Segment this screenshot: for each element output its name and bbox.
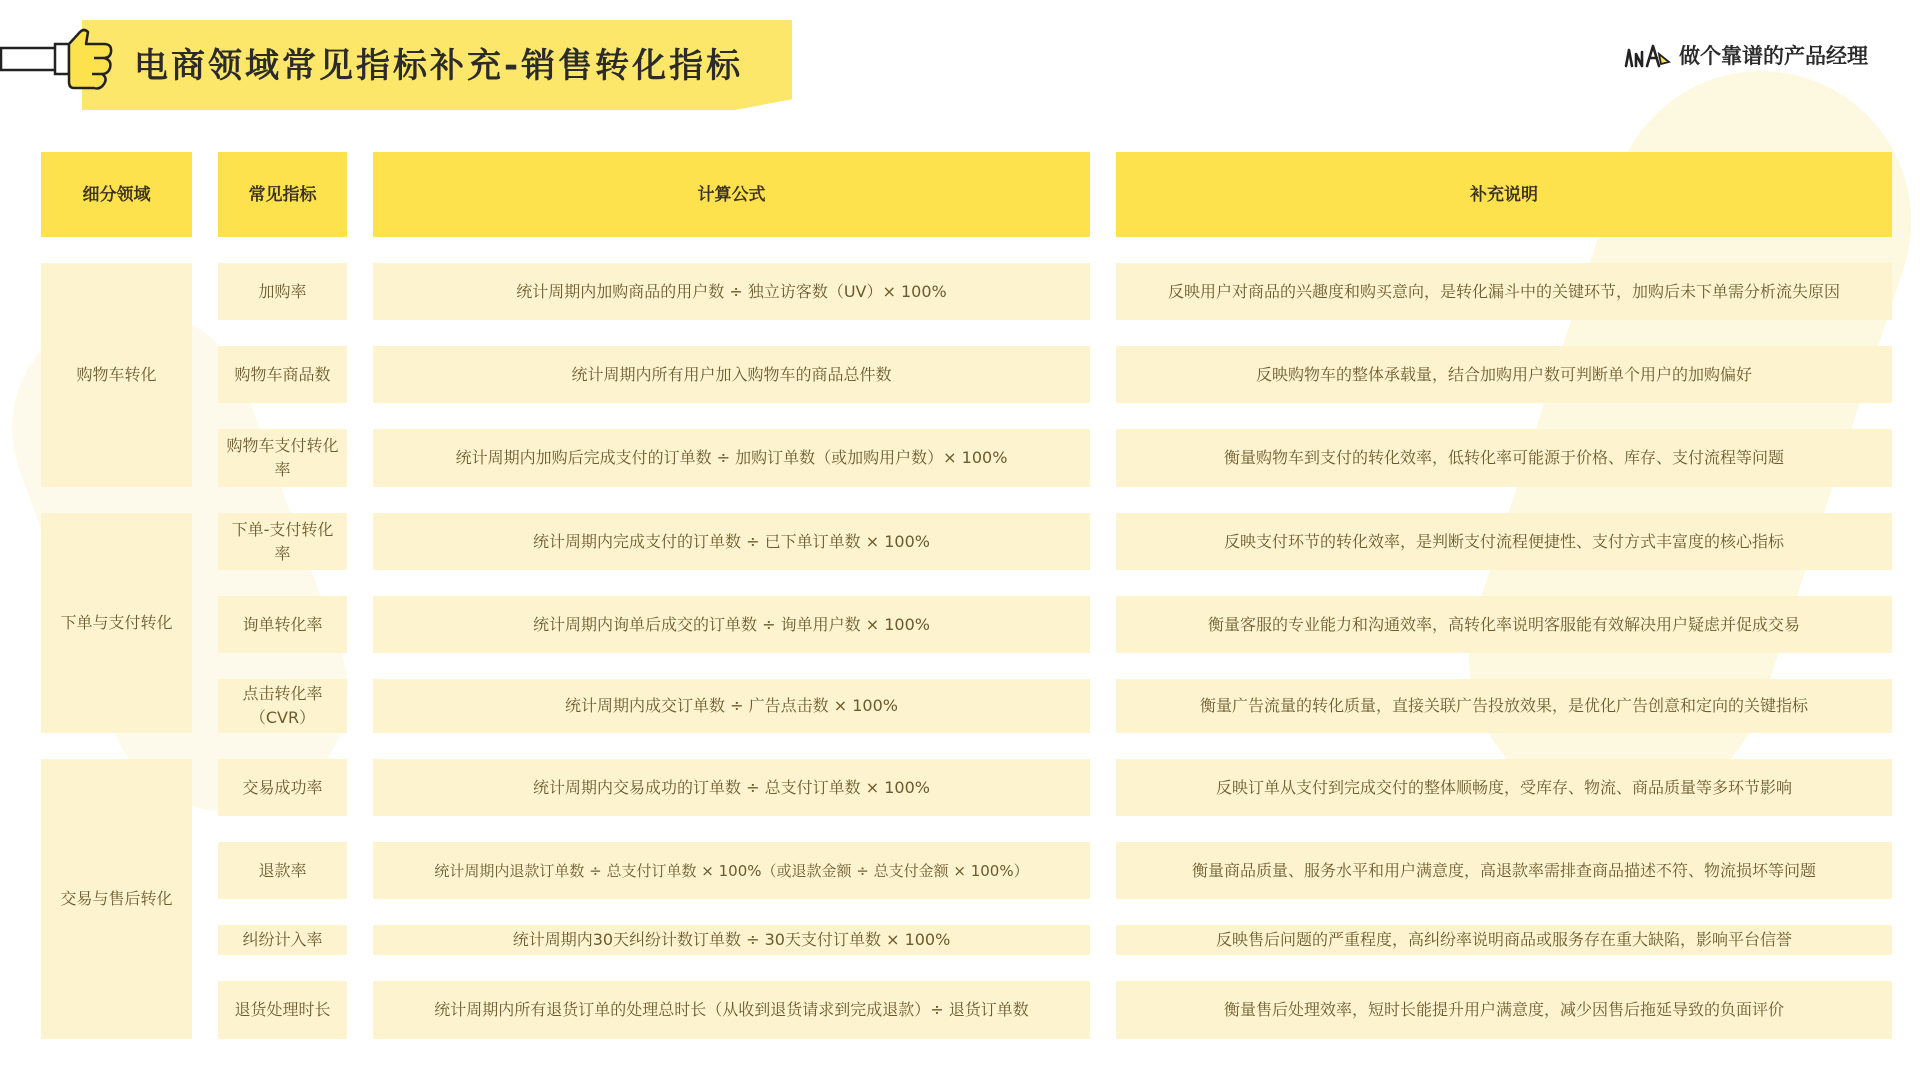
metric-cell: 下单-支付转化率: [218, 513, 347, 570]
formula-cell: 统计周期内退款订单数 ÷ 总支付订单数 × 100%（或退款金额 ÷ 总支付金额 × 100%）: [373, 842, 1090, 899]
formula-cell: 统计周期内加购商品的用户数 ÷ 独立访客数（UV）× 100%: [373, 263, 1090, 320]
note-cell: 衡量广告流量的转化质量，直接关联广告投放效果，是优化广告创意和定向的关键指标: [1116, 679, 1892, 733]
brand-logo-icon: [1623, 40, 1671, 70]
formula-cell: 统计周期内交易成功的订单数 ÷ 总支付订单数 × 100%: [373, 759, 1090, 816]
note-cell: 衡量售后处理效率，短时长能提升用户满意度，减少因售后拖延导致的负面评价: [1116, 981, 1892, 1039]
metric-cell: 退款率: [218, 842, 347, 899]
brand: [1623, 40, 1868, 70]
column-header-formula: 计算公式: [373, 152, 1090, 237]
metric-cell: 购物车商品数: [218, 346, 347, 403]
metric-cell: 购物车支付转化率: [218, 429, 347, 487]
group-cell: 购物车转化: [41, 263, 192, 487]
formula-cell: 统计周期内加购后完成支付的订单数 ÷ 加购订单数（或加购用户数）× 100%: [373, 429, 1090, 487]
note-cell: 反映支付环节的转化效率，是判断支付流程便捷性、支付方式丰富度的核心指标: [1116, 513, 1892, 570]
note-cell: 反映用户对商品的兴趣度和购买意向，是转化漏斗中的关键环节，加购后未下单需分析流失原因: [1116, 263, 1892, 320]
formula-cell: 统计周期内30天纠纷计数订单数 ÷ 30天支付订单数 × 100%: [373, 925, 1090, 955]
metric-cell: 交易成功率: [218, 759, 347, 816]
metric-cell: 加购率: [218, 263, 347, 320]
metric-cell: 纠纷计入率: [218, 925, 347, 955]
page-title: 电商领域常见指标补充-销售转化指标: [134, 46, 744, 86]
column-header-note: 补充说明: [1116, 152, 1892, 237]
note-cell: 反映售后问题的严重程度，高纠纷率说明商品或服务存在重大缺陷，影响平台信誉: [1116, 925, 1892, 955]
note-cell: 反映订单从支付到完成交付的整体顺畅度，受库存、物流、商品质量等多环节影响: [1116, 759, 1892, 816]
column-header-metric: 常见指标: [218, 152, 347, 237]
formula-cell: 统计周期内所有用户加入购物车的商品总件数: [373, 346, 1090, 403]
note-cell: 反映购物车的整体承载量，结合加购用户数可判断单个用户的加购偏好: [1116, 346, 1892, 403]
column-header-segment: 细分领域: [41, 152, 192, 237]
formula-cell: 统计周期内完成支付的订单数 ÷ 已下单订单数 × 100%: [373, 513, 1090, 570]
note-cell: 衡量商品质量、服务水平和用户满意度，高退款率需排查商品描述不符、物流损坏等问题: [1116, 842, 1892, 899]
formula-cell: 统计周期内所有退货订单的处理总时长（从收到退货请求到完成退款）÷ 退货订单数: [373, 981, 1090, 1039]
note-cell: 衡量客服的专业能力和沟通效率，高转化率说明客服能有效解决用户疑虑并促成交易: [1116, 596, 1892, 653]
brand-text: 做个靠谱的产品经理: [1679, 44, 1868, 68]
note-cell: 衡量购物车到支付的转化效率，低转化率可能源于价格、库存、支付流程等问题: [1116, 429, 1892, 487]
metric-cell: 询单转化率: [218, 596, 347, 653]
group-cell: 交易与售后转化: [41, 759, 192, 1039]
metric-cell: 退货处理时长: [218, 981, 347, 1039]
metric-cell: 点击转化率（CVR）: [218, 679, 347, 733]
formula-cell: 统计周期内询单后成交的订单数 ÷ 询单用户数 × 100%: [373, 596, 1090, 653]
formula-cell: 统计周期内成交订单数 ÷ 广告点击数 × 100%: [373, 679, 1090, 733]
group-cell: 下单与支付转化: [41, 513, 192, 733]
